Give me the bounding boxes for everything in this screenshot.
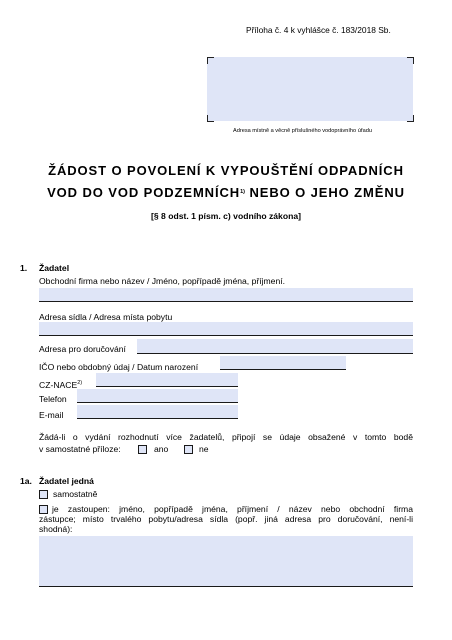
form-title-line2-main: VOD DO VOD PODZEMNÍCH <box>47 185 241 200</box>
phone-label: Telefon <box>39 394 67 404</box>
ico-field[interactable] <box>220 356 346 370</box>
annex-note: Příloha č. 4 k vyhlášce č. 183/2018 Sb. <box>246 25 391 35</box>
form-title-line1: ŽÁDOST O POVOLENÍ K VYPOUŠTĚNÍ ODPADNÍCH <box>48 163 404 178</box>
nace-label <box>39 378 82 390</box>
nace-field[interactable] <box>96 373 238 387</box>
phone-field[interactable] <box>77 389 238 403</box>
nace-label-text: CZ-NACE <box>39 380 78 390</box>
section1a-number: 1a. <box>20 476 32 486</box>
corner-mark-bottom-right <box>407 115 414 122</box>
applicant-address-field[interactable] <box>39 322 413 336</box>
email-label: E-mail <box>39 410 64 420</box>
multi-applicant-text <box>39 432 413 443</box>
applicant-name-label: Obchodní firma nebo název / Jméno, popřípadě jména, příjmení. <box>39 276 286 286</box>
section1a-heading: Žadatel jedná <box>39 476 94 486</box>
applicant-name-field[interactable] <box>39 288 413 302</box>
multi-applicant-line1: Žádá-li o vydání rozhodnutí více žadatelů, připojí se údaje obsažené v tomto bodě <box>39 432 413 442</box>
is-represented-checkbox[interactable] <box>39 505 48 514</box>
represented-line3: shodná): <box>39 524 73 534</box>
delivery-address-field[interactable] <box>137 339 413 354</box>
represented-line1: je zastoupen: jméno, popřípadě jména, příjmení / název nebo obchodní firma <box>52 504 413 514</box>
delivery-address-label: Adresa pro doručování <box>39 344 126 354</box>
office-box-caption: Adresa místně a věcně příslušného vodoprávního úřadu <box>233 128 372 134</box>
ico-label: IČO nebo obdobný údaj / Datum narození <box>39 362 199 372</box>
corner-mark-top-left <box>207 57 214 64</box>
representative-details-field[interactable] <box>39 536 413 587</box>
acts-independently-checkbox[interactable] <box>39 490 48 499</box>
applicant-address-label: Adresa sídla / Adresa místa pobytu <box>39 312 173 322</box>
section1-number: 1. <box>20 263 28 273</box>
represented-line2: zástupce; místo trvalého pobytu/adresa sídla (popř. jiná adresa pro doručování, není-li <box>39 514 413 524</box>
form-title-line2 <box>0 185 452 200</box>
acts-independently-label: samostatně <box>53 489 98 499</box>
footnote-ref-1: 1) <box>240 189 245 195</box>
multi-applicant-yes-label: ano <box>154 444 169 454</box>
email-field[interactable] <box>77 405 238 419</box>
footnote-ref-2: 2) <box>77 380 83 386</box>
multi-applicant-yes-checkbox[interactable] <box>138 445 147 454</box>
corner-mark-top-right <box>407 57 414 64</box>
office-address-box[interactable] <box>207 57 413 121</box>
multi-applicant-line2: v samostatné příloze: <box>39 444 121 454</box>
multi-applicant-no-checkbox[interactable] <box>184 445 193 454</box>
multi-applicant-no-label: ne <box>199 444 209 454</box>
form-subtitle: [§ 8 odst. 1 písm. c) vodního zákona] <box>151 211 301 221</box>
section1-heading: Žadatel <box>39 263 70 273</box>
corner-mark-bottom-left <box>207 115 214 122</box>
form-title-line2-end: NEBO O JEHO ZMĚNU <box>244 185 405 200</box>
